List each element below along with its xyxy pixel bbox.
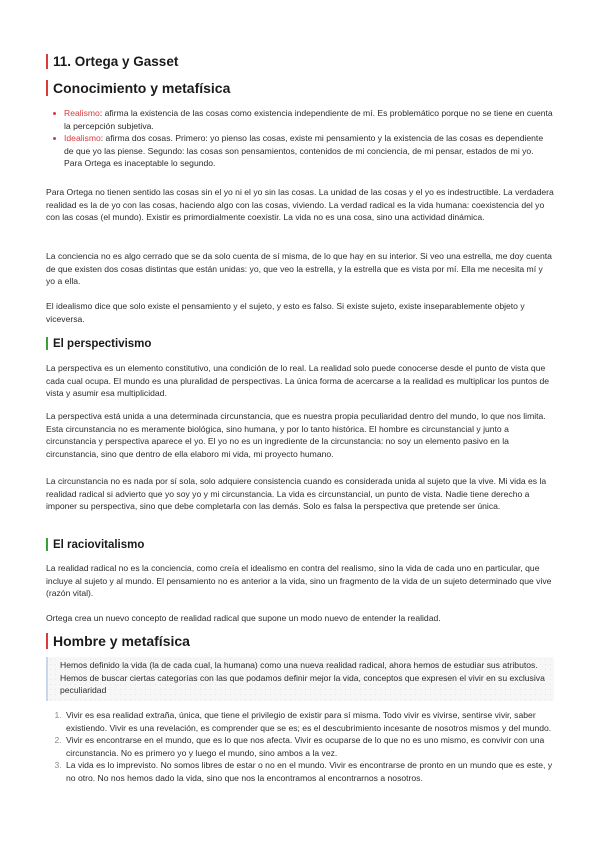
- attributes-list: [46, 709, 554, 785]
- paragraph: La perspectiva está unida a una determinada circunstancia, que es nuestra propia peculiaridad dentro del mundo, lo que nos limita. Esta circunstancia no es meramente biológica, sino humana, y por lo tanto histórica. El hombre es circunstancial y junto a circunstancia y perspectiva aparece el yo. El yo no es un ingrediente de la circunstancia: no soy un elemento pasivo en la circunstancia, sino que dentro de ella elaboro mi vida, mi proyecto humano.: [46, 411, 546, 459]
- definitions-list: [46, 107, 554, 170]
- term-idealismo: Idealismo: [64, 133, 101, 144]
- list-item: 3. La vida es lo imprevisto. No somos libres de estar o no en el mundo. Vivir es encontrarse de pronto en un mundo que es este, y no otro. No nos hemos dado la vida, sino que nos la encontramos al encontrarnos a nosotros.: [64, 759, 554, 784]
- definition-idealismo: Idealismo: afirma dos cosas. Primero: yo pienso las cosas, existe mi pensamiento y la existencia de las cosas es dependiente de que yo las piense. Segundo: las cosas son pensamientos, contenidos de mi conciencia, de mi pensar, estados de mi yo. Para Ortega es inaceptable lo segundo.: [64, 132, 554, 170]
- heading-accent-bar: [46, 80, 48, 96]
- definition-realismo: Realismo: afirma la existencia de las cosas como existencia independiente de mí. Es problemático porque no se tiene en cuenta la percepción subjetiva.: [64, 108, 553, 131]
- list-item: 1. Vivir es esa realidad extraña, única, que tiene el privilegio de existir para sí misma. Todo vivir es vivirse, sentirse vivir, saber existiendo. Vivir es una revelación, es comprender que se es; es el descubrimiento incesante de nosotros mismos y del mundo.: [64, 709, 554, 734]
- paragraph: La realidad radical no es la conciencia, como creía el idealismo en contra del realismo, sino la vida de cada uno en particular, que incluye al sujeto y al mundo. El pensamiento no es anterior a la vida, sino un fragmento de la vida de un sujeto determinado que vive (razón vital).: [46, 563, 552, 599]
- section-heading-hombre: Hombre y metafísica: [46, 633, 554, 649]
- section-heading-conocimiento: Conocimiento y metafísica: [46, 80, 554, 96]
- paragraph: La perspectiva es un elemento constitutivo, una condición de lo real. La realidad solo puede conocerse desde el punto de vista que cada cual ocupa. El mundo es una pluralidad de perspectivas. La única forma de acercarse a la realidad es multiplicar los puntos de vista y asumir esa multiplicidad.: [46, 363, 550, 399]
- paragraph: La circunstancia no es nada por sí sola, solo adquiere consistencia cuando es considerada unida al sujeto que la vive. Mi vida es la realidad radical si advierto que yo soy yo y mi circunstancia. La vida es circunstancial, un punto de vista. Nadie tiene derecho a imponer su perspectiva, sino que debe completarla con las demás. Solo es falsa la perspectiva que pretende ser única.: [46, 476, 547, 512]
- paragraph: El idealismo dice que solo existe el pensamiento y el sujeto, y esto es falso. Si existe sujeto, existe inseparablemente objeto y viceversa.: [46, 301, 525, 324]
- heading-accent-bar: [46, 633, 48, 649]
- paragraph: La conciencia no es algo cerrado que se da solo cuenta de sí misma, de lo que hay en su interior. Si veo una estrella, me doy cuenta de que existen dos cosas distintas que están unidas: yo, que veo la estrella, y la estrella que es vista por mí. Ella me necesita mí y yo a ella.: [46, 251, 552, 287]
- term-realismo: Realismo: [64, 108, 100, 118]
- list-item: 2. Vivir es encontrarse en el mundo, que es lo que nos afecta. Vivir es ocuparse de lo que no es uno mismo, es convivir con una circunstancia. No es primero yo y luego el mundo, sino ambos a la vez.: [64, 734, 554, 759]
- section-heading-raciovitalismo: El raciovitalismo: [46, 538, 554, 551]
- section-heading-perspectivismo: El perspectivismo: [46, 337, 554, 350]
- paragraph: Ortega crea un nuevo concepto de realidad radical que supone un modo nuevo de entender la realidad.: [46, 613, 441, 623]
- heading-accent-bar: [46, 337, 48, 350]
- callout-text: Hemos definido la vida (la de cada cual, la humana) como una nueva realidad radical, ahora hemos de estudiar sus atributos. Hemos de buscar ciertas categorías con las que podamos definir mejor la vida, conceptos que expresen el vivir en su exclusiva peculiaridad: [60, 660, 545, 696]
- document-title: 11. Ortega y Gasset: [46, 54, 178, 69]
- title-accent-bar: [46, 54, 48, 69]
- heading-accent-bar: [46, 538, 48, 551]
- paragraph: Para Ortega no tienen sentido las cosas sin el yo ni el yo sin las cosas. La unidad de las cosas y el yo es indestructible. La verdadera realidad es la de yo con las cosas, haciendo algo con las cosas, viviendo. La verdad radical es la vida humana: coexistencia del yo con las cosas (el mundo). Existir es primordialmente coexistir. La vida no es una cosa, sino una actividad dinámica.: [46, 187, 554, 223]
- callout-box: [46, 657, 554, 701]
